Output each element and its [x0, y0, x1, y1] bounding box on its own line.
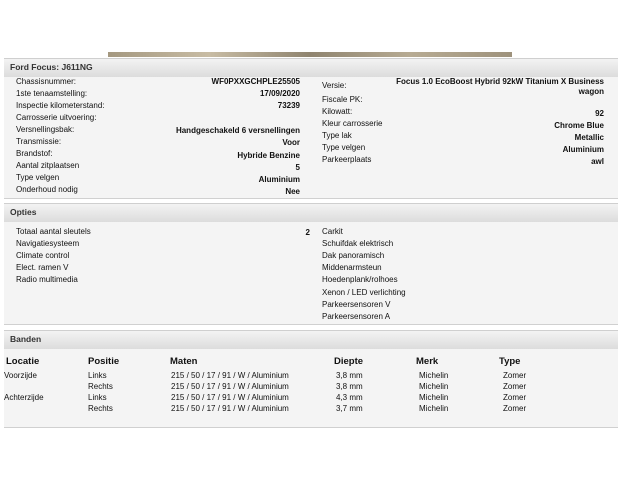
column-header-locatie: Locatie: [6, 356, 40, 367]
opties-title: Opties: [10, 207, 37, 217]
spec-label: Versie:: [322, 81, 347, 90]
cell-type: Zomer: [503, 393, 527, 402]
spec-label: Onderhoud nodig: [16, 185, 78, 194]
spec-value: 5: [295, 163, 300, 172]
option-item: Radio multimedia: [16, 275, 78, 284]
spec-value: Hybride Benzine: [237, 151, 300, 160]
vehicle-title: Ford Focus: J611NG: [10, 62, 93, 72]
spec-label: Chassisnummer:: [16, 77, 77, 86]
spec-label: Aantal zitplaatsen: [16, 161, 80, 170]
opties-header-bar: [4, 203, 618, 223]
spec-value: awl: [591, 157, 604, 166]
spec-value: Aluminium: [562, 145, 604, 154]
spec-value: Chrome Blue: [554, 121, 604, 130]
option-item: Hoedenplank/rolhoes: [322, 275, 398, 284]
spec-label: 1ste tenaamstelling:: [16, 89, 88, 98]
spec-label: Type lak: [322, 131, 352, 140]
spec-value: Handgeschakeld 6 versnellingen: [175, 126, 300, 135]
spec-value: 73239: [277, 101, 300, 110]
cell-positie: Links: [88, 371, 107, 380]
option-item: Navigatiesysteem: [16, 239, 80, 248]
cell-positie: Rechts: [88, 382, 113, 391]
spec-label: Fiscale PK:: [322, 95, 363, 104]
cell-diepte: 3,8 mm: [336, 371, 363, 380]
cell-merk: Michelin: [419, 404, 449, 413]
spec-value: 17/09/2020: [259, 89, 300, 98]
spec-label: Versnellingsbak:: [16, 125, 75, 134]
spec-value: Nee: [285, 187, 300, 196]
column-header-type: Type: [499, 356, 521, 367]
vehicle-header-bar: [4, 58, 618, 78]
spec-label: Type velgen: [16, 173, 60, 182]
cell-maten: 215 / 50 / 17 / 91 / W / Aluminium: [171, 404, 289, 413]
spec-label: Kleur carrosserie: [322, 119, 383, 128]
cell-maten: 215 / 50 / 17 / 91 / W / Aluminium: [171, 382, 289, 391]
spec-value-continued: wagon: [578, 87, 604, 96]
cell-positie: Rechts: [88, 404, 113, 413]
option-item: Totaal aantal sleutels: [16, 227, 91, 236]
spec-value: WF0PXXGCHPLE25505: [211, 77, 300, 86]
column-header-maten: Maten: [170, 356, 198, 367]
spec-value: Voor: [282, 138, 300, 147]
opties-panel: [4, 222, 618, 325]
option-item: Xenon / LED verlichting: [322, 288, 406, 297]
cell-positie: Links: [88, 393, 107, 402]
spec-value: Aluminium: [258, 175, 300, 184]
cell-type: Zomer: [503, 382, 527, 391]
vehicle-photo: [108, 52, 512, 57]
spec-value: Metallic: [574, 133, 604, 142]
spec-value: 92: [595, 109, 604, 118]
banden-panel: [4, 349, 618, 428]
option-item: Schuifdak elektrisch: [322, 239, 394, 248]
spec-label: Inspectie kilometerstand:: [16, 101, 105, 110]
spec-value: Focus 1.0 EcoBoost Hybrid 92kW Titanium X Business: [396, 77, 604, 86]
cell-locatie: Achterzijde: [4, 393, 44, 402]
column-header-positie: Positie: [88, 356, 120, 367]
option-item: Parkeersensoren A: [322, 312, 391, 321]
spec-label: Parkeerplaats: [322, 155, 372, 164]
column-header-diepte: Diepte: [334, 356, 364, 367]
option-item: Middenarmsteun: [322, 263, 382, 272]
option-item: Elect. ramen V: [16, 263, 69, 272]
cell-merk: Michelin: [419, 393, 449, 402]
cell-locatie: Voorzijde: [4, 371, 37, 380]
cell-maten: 215 / 50 / 17 / 91 / W / Aluminium: [171, 371, 289, 380]
cell-type: Zomer: [503, 371, 527, 380]
spec-label: Type velgen: [322, 143, 366, 152]
option-item: Parkeersensoren V: [322, 300, 391, 309]
cell-merk: Michelin: [419, 382, 449, 391]
banden-header-bar: [4, 330, 618, 350]
cell-diepte: 3,8 mm: [336, 382, 363, 391]
cell-maten: 215 / 50 / 17 / 91 / W / Aluminium: [171, 393, 289, 402]
spec-label: Brandstof:: [16, 149, 53, 158]
column-header-merk: Merk: [416, 356, 439, 367]
specs-panel: [4, 77, 618, 199]
option-item: Climate control: [16, 251, 70, 260]
cell-diepte: 4,3 mm: [336, 393, 363, 402]
spec-label: Carrosserie uitvoering:: [16, 113, 97, 122]
option-item: Carkit: [322, 227, 343, 236]
cell-diepte: 3,7 mm: [336, 404, 363, 413]
option-item: Dak panoramisch: [322, 251, 385, 260]
spec-label: Transmissie:: [16, 137, 62, 146]
spec-label: Kilowatt:: [322, 107, 353, 116]
option-value: 2: [305, 228, 310, 237]
cell-type: Zomer: [503, 404, 527, 413]
banden-title: Banden: [10, 334, 42, 344]
cell-merk: Michelin: [419, 371, 449, 380]
